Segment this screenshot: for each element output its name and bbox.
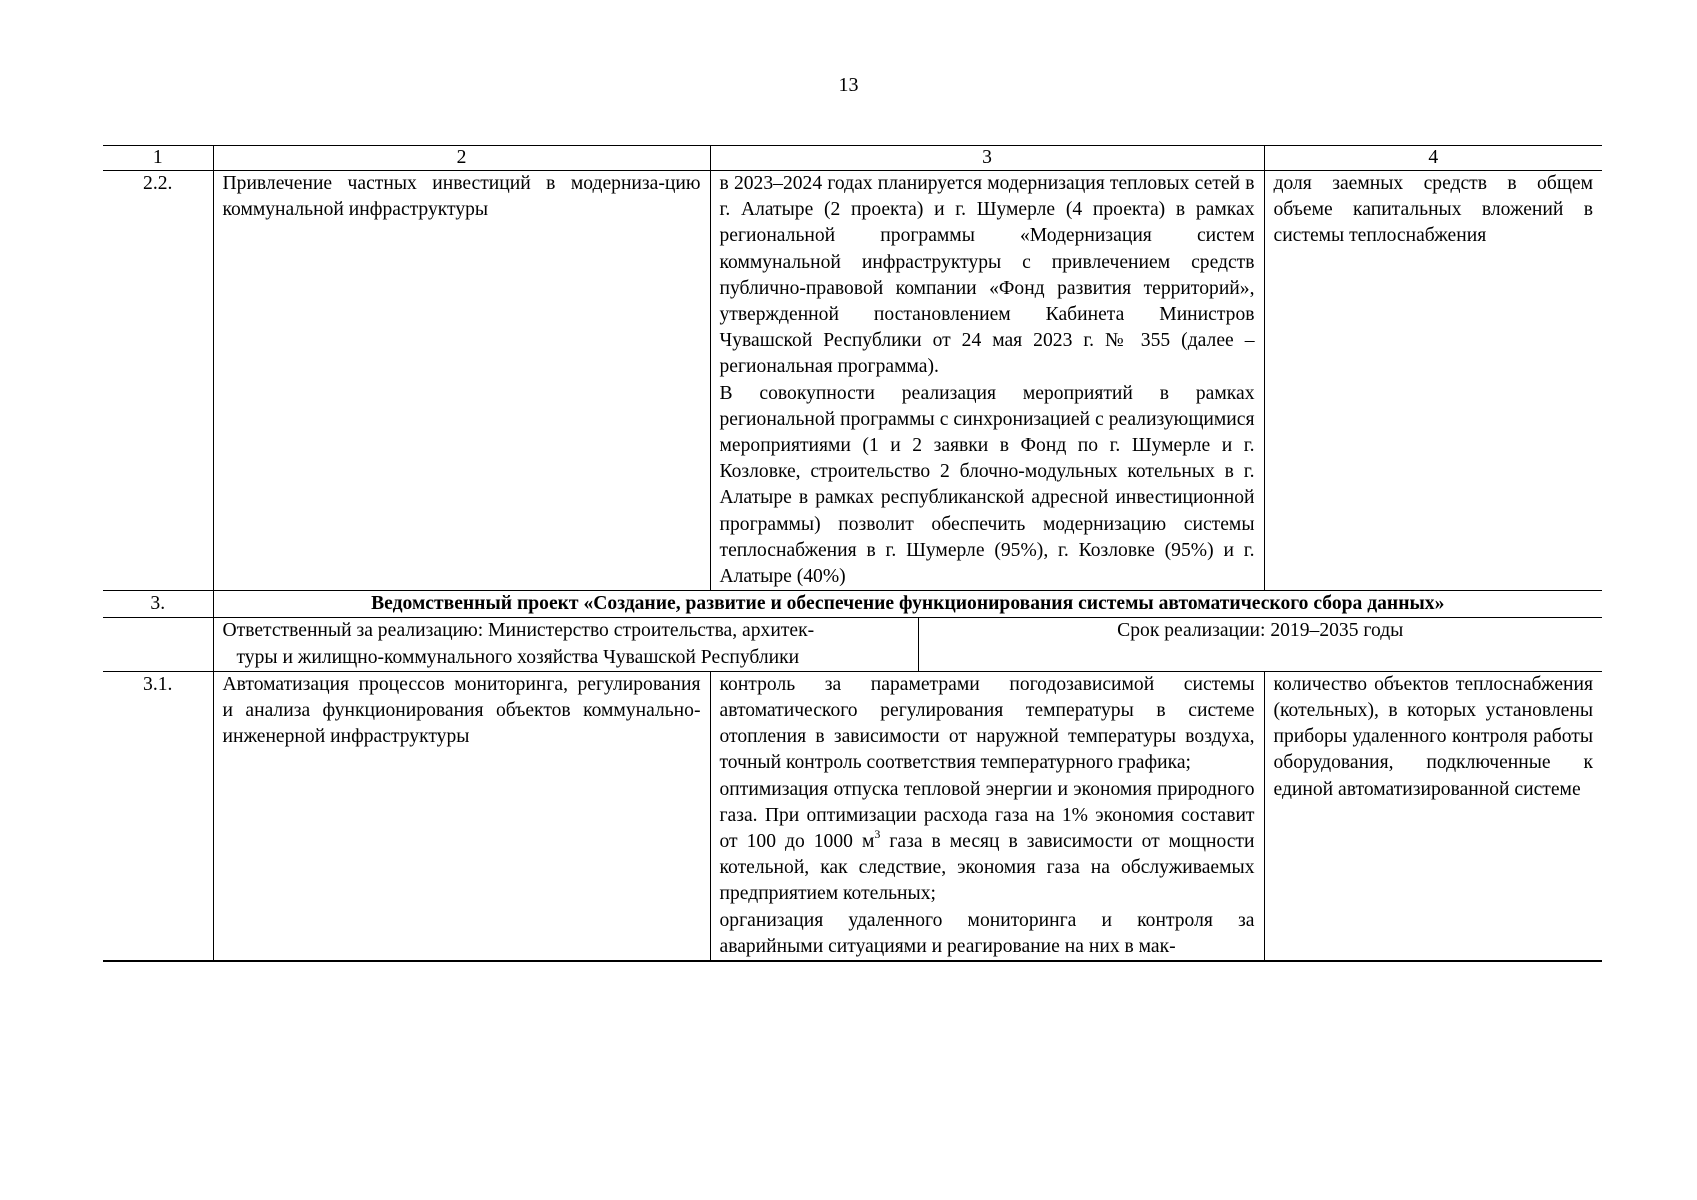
table-row-3-responsible <box>103 618 1602 671</box>
description-paragraph: В совокупности реализация мероприятий в рамках региональной программы с синхронизацией с реализующимися мероприятиями (1 и 2 заявки в Фонд по г. Шумерле и г. Козловке, строительство 2 блочно-модульных котельных в г. Алатыре в рамках республиканской адресной инвестиционной программы) позволит обеспечить модернизацию системы теплоснабжения в г. Шумерле (95%), г. Козловке (95%) и г. Алатыре (40%) <box>719 382 1255 588</box>
measure-title: Автоматизация процессов мониторинга, регулирования и анализа функционирования объектов коммунально-инженерной инфраструктуры <box>213 671 710 961</box>
measure-description <box>710 671 1264 961</box>
measure-description <box>710 171 1264 591</box>
responsible-term-cell <box>213 618 1602 671</box>
table-row-3-1 <box>103 671 1602 961</box>
header-col-4: 4 <box>1264 146 1602 171</box>
description-paragraph: в 2023–2024 годах планируется модернизация тепловых сетей в г. Алатыре (2 проекта) и г. Шумерле (4 проекта) в рамках региональной программы «Модернизация систем коммунальной инфраструктуры с привлечением средств публично-правовой компании «Фонд развития территорий», утвержденной постановлением Кабинета Министров Чувашской Республики от 24 мая 2023 г. № 355 (далее – региональная программа). <box>719 173 1255 378</box>
row-number: 3.1. <box>103 671 213 961</box>
responsible-executor: Ответственный за реализацию: Министерство строительства, архитек- туры и жилищно-коммунального хозяйства Чувашской Республики <box>214 618 919 670</box>
page-number: 13 <box>838 74 859 96</box>
empty-cell <box>103 618 213 671</box>
table-row-2-2 <box>103 171 1602 591</box>
table-row-3 <box>103 591 1602 618</box>
header-col-1: 1 <box>103 146 213 171</box>
measure-title: Привлечение частных инвестиций в модерниза-цию коммунальной инфраструктуры <box>213 171 710 591</box>
header-col-3: 3 <box>710 146 1264 171</box>
program-table <box>103 145 1602 962</box>
measure-indicator: количество объектов теплоснабжения (котельных), в которых установлены приборы удаленного контроля работы оборудования, подключенные к единой автоматизированной системе <box>1264 671 1602 961</box>
implementation-term: Срок реализации: 2019–2035 годы <box>1117 620 1404 642</box>
description-paragraph: организация удаленного мониторинга и контроля за аварийными ситуациями и реагирование на них в мак- <box>719 909 1255 957</box>
measure-indicator: доля заемных средств в общем объеме капитальных вложений в системы теплоснабжения <box>1264 171 1602 591</box>
description-paragraph: контроль за параметрами погодозависимой системы автоматического регулирования температуры в системе отопления в зависимости от наружной температуры воздуха, точный контроль соответствия температурного графика; <box>719 673 1255 774</box>
row-number: 2.2. <box>103 171 213 591</box>
header-col-2: 2 <box>213 146 710 171</box>
row-number: 3. <box>103 591 213 618</box>
description-paragraph: оптимизация отпуска тепловой энергии и экономия природного газа. При оптимизации расхода газа на 1% экономия составит от 100 до 1000 $м^3$ газа в месяц в зависимости от мощности котельной, как следствие, экономия газа на обслуживаемых предприятием котельных; <box>719 778 1255 905</box>
table-header-row <box>103 146 1602 171</box>
project-title: Ведомственный проект «Создание, развитие и обеспечение функционирования системы автоматического сбора данных» <box>213 591 1602 618</box>
